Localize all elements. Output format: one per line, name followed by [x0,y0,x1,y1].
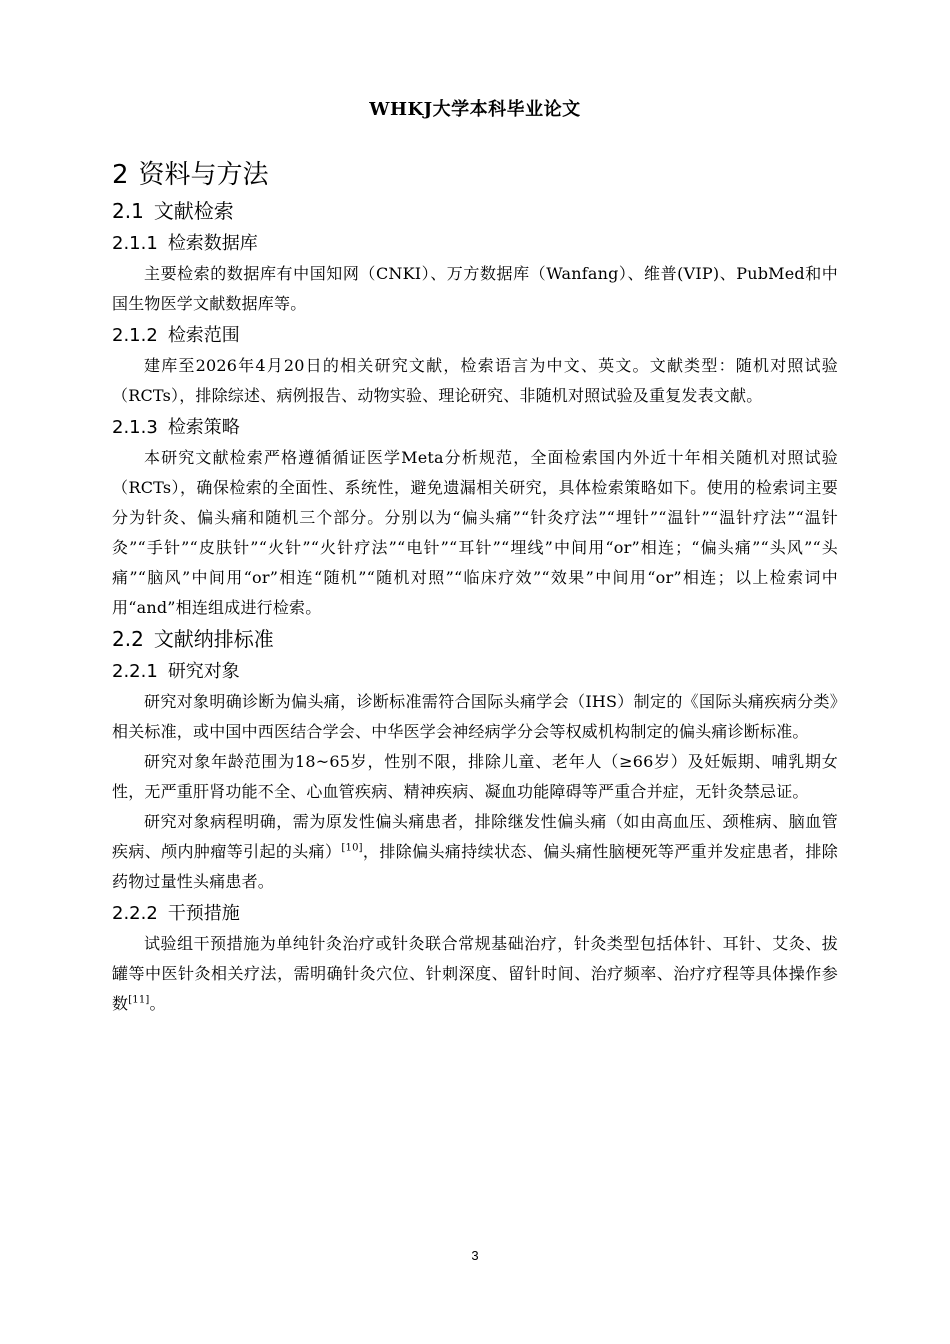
subsection-number: 2.2.1 [112,661,158,682]
running-header: WHKJ大学本科毕业论文 [369,99,581,120]
subsection-title: 检索数据库 [167,233,258,254]
subsection-title: 检索范围 [167,325,240,346]
chapter-title: 资料与方法 [138,160,269,190]
subsection-number: 2.2.2 [112,903,158,924]
subsection-number: 2.1.1 [112,233,158,254]
page-number: 3 [471,1248,479,1263]
chapter-heading [112,155,838,195]
body-content [112,155,838,1019]
section-title: 文献检索 [153,199,234,223]
citation-ref: [10] [341,842,363,854]
subsection-heading-2-2-2 [112,899,838,929]
subsection-number: 2.1.2 [112,325,158,346]
subsection-heading-2-1-2 [112,321,838,351]
paragraph-disease-course [112,807,838,897]
subsection-heading-2-2-1 [112,657,838,687]
paragraph-strategy: 本研究文献检索严格遵循循证医学Meta分析规范，全面检索国内外近十年相关随机对照试验（RCTs），确保检索的全面性、系统性，避免遗漏相关研究，具体检索策略如下。使用的检索词主要分为针灸、偏头痛和随机三个部分。分别以为“偏头痛”“针灸疗法”“埋针”“温针”“温针疗法”“温针灸”“手针”“皮肤针”“火针”“火针疗法”“电针”“耳针”“埋线”中间用“or”相连；“偏头痛”“头风”“头痛”“脑风”中间用“or”相连“随机”“随机对照”“临床疗效”“效果”中间用“or”相连；以上检索词中用“and”相连组成进行检索。 [112,448,838,617]
section-number: 2.1 [112,199,144,223]
subsection-heading-2-1-1 [112,229,838,259]
subsection-heading-2-1-3 [112,413,838,443]
section-heading-2-2 [112,623,838,655]
citation-ref: [11] [128,994,150,1006]
subsection-title: 干预措施 [167,903,240,924]
paragraph-scope: 建库至2026年4月20日的相关研究文献，检索语言为中文、英文。文献类型：随机对照试验（RCTs），排除综述、病例报告、动物实验、理论研究、非随机对照试验及重复发表文献。 [112,356,838,405]
section-heading-2-1 [112,195,838,227]
paragraph-text: 研究对象病程明确，需为原发性偏头痛患者，排除继发性偏头痛（如由高血压、颈椎病、脑血管疾病、颅内肿瘤等引起的头痛） [112,812,838,861]
section-number: 2.2 [112,627,144,651]
paragraph-text: 试验组干预措施为单纯针灸治疗或针灸联合常规基础治疗，针灸类型包括体针、耳针、艾灸、拔罐等中医针灸相关疗法，需明确针灸穴位、针刺深度、留针时间、治疗频率、治疗疗程等具体操作参数 [112,934,838,1013]
paragraph-intervention [112,929,838,1019]
subsection-title: 研究对象 [167,661,240,682]
paragraph-text: 。 [149,994,166,1013]
section-title: 文献纳排标准 [153,627,274,651]
chapter-number: 2 [112,160,129,190]
subsection-title: 检索策略 [167,417,240,438]
paragraph-age-range: 研究对象年龄范围为18~65岁，性别不限，排除儿童、老年人（≥66岁）及妊娠期、哺乳期女性，无严重肝肾功能不全、心血管疾病、精神疾病、凝血功能障碍等严重合并症，无针灸禁忌证。 [112,752,838,801]
paragraph-databases: 主要检索的数据库有中国知网（CNKI）、万方数据库（Wanfang）、维普(VIP)、PubMed和中国生物医学文献数据库等。 [112,264,838,313]
paragraph-diagnosis: 研究对象明确诊断为偏头痛，诊断标准需符合国际头痛学会（IHS）制定的《国际头痛疾病分类》相关标准，或中国中西医结合学会、中华医学会神经病学分会等权威机构制定的偏头痛诊断标准。 [112,692,838,741]
paragraph-text: ，排除偏头痛持续状态、偏头痛性脑梗死等严重并发症患者，排除药物过量性头痛患者。 [112,842,838,891]
subsection-number: 2.1.3 [112,417,158,438]
